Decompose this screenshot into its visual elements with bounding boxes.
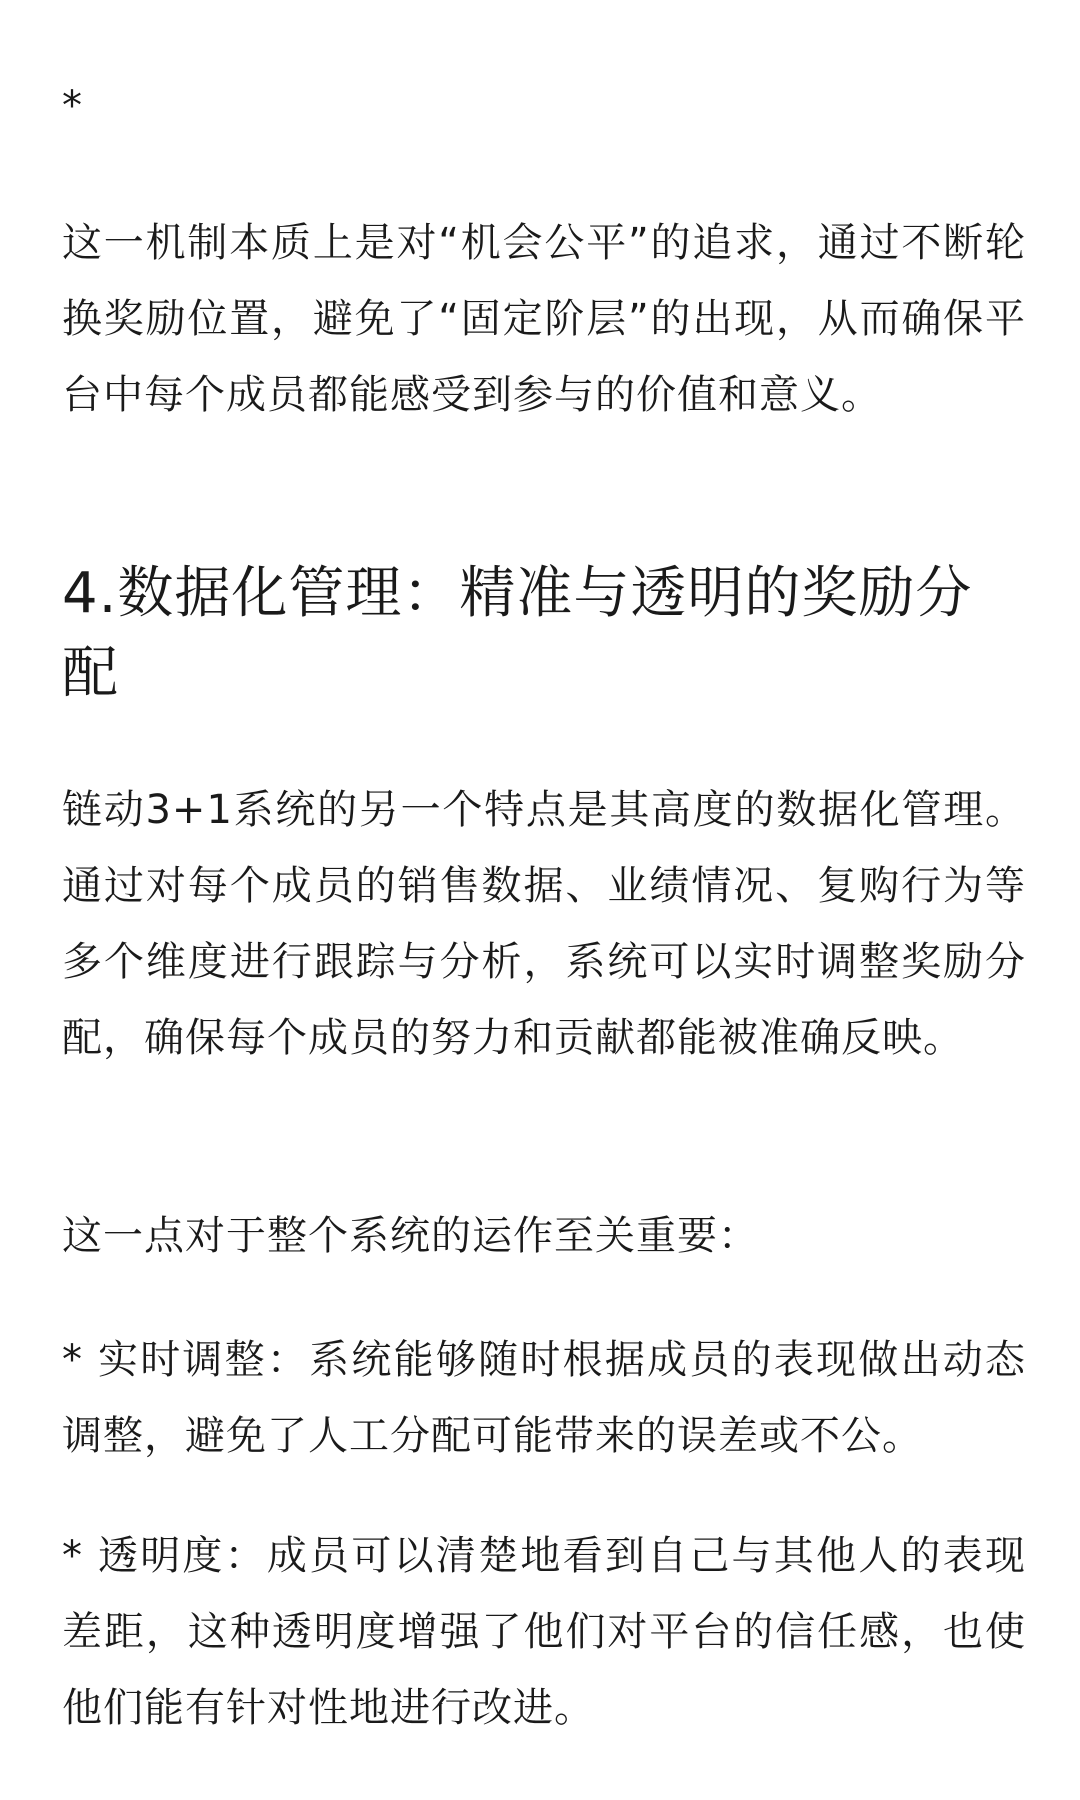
bullet-realtime-adjustment: * 实时调整：系统能够随时根据成员的表现做出动态调整，避免了人工分配可能带来的误差或不公。: [62, 1337, 1026, 1459]
bullet-marker: *: [62, 83, 82, 129]
section-heading: 4.数据化管理：精准与透明的奖励分配: [62, 561, 973, 706]
paragraph-importance: 这一点对于整个系统的运作至关重要：: [62, 1213, 759, 1259]
bullet-transparency: * 透明度：成员可以清楚地看到自己与其他人的表现差距，这种透明度增强了他们对平台的信任感，也使他们能有针对性地进行改进。: [62, 1533, 1026, 1731]
paragraph-fairness: 这一机制本质上是对“机会公平”的追求，通过不断轮换奖励位置，避免了“固定阶层”的出现，从而确保平台中每个成员都能感受到参与的价值和意义。: [62, 220, 1026, 418]
paragraph-data-management: 链动3+1系统的另一个特点是其高度的数据化管理。通过对每个成员的销售数据、业绩情况、复购行为等多个维度进行跟踪与分析，系统可以实时调整奖励分配，确保每个成员的努力和贡献都能被准确反映。: [62, 787, 1026, 1061]
